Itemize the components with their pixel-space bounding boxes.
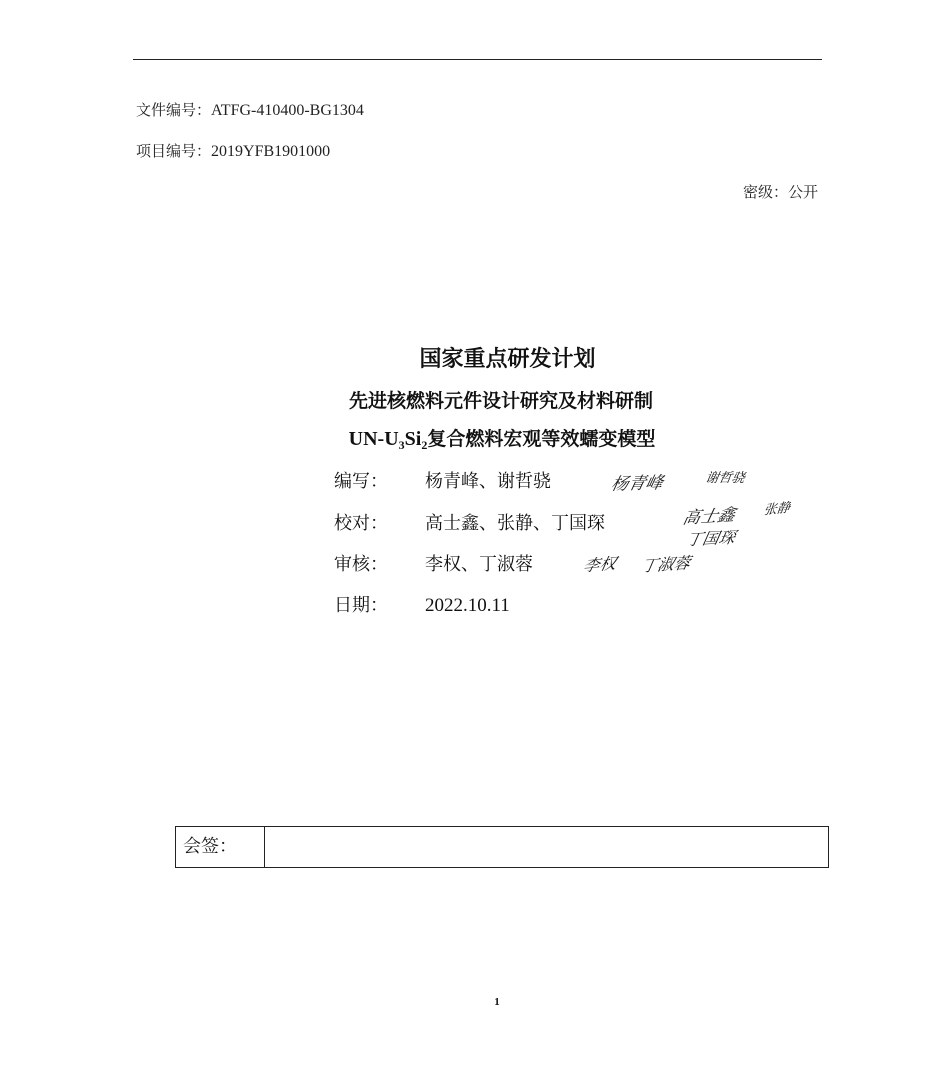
file-number-label: 文件编号： xyxy=(136,101,212,119)
project-title: 先进核燃料元件设计研究及材料研制 xyxy=(348,390,653,412)
report-title-formula: $UN-U_3Si_2$ xyxy=(348,428,428,452)
signature: 高士鑫 xyxy=(680,505,738,529)
program-title: 国家重点研发计划 xyxy=(419,347,596,372)
project-number xyxy=(136,140,330,161)
secrecy-value: 公开 xyxy=(787,183,818,201)
secrecy-level xyxy=(743,181,818,202)
date-label: 日期： xyxy=(334,595,388,616)
author-label: 编写： xyxy=(334,471,388,492)
reviewer-value: 李权、丁淑蓉 xyxy=(425,554,533,575)
project-number-label: 项目编号： xyxy=(136,142,212,160)
report-title-text: 复合燃料宏观等效蠕变模型 xyxy=(427,428,656,450)
date-row xyxy=(334,591,510,617)
author-value: 杨青峰、谢哲骁 xyxy=(425,471,551,492)
signature: 丁国琛 xyxy=(684,527,737,550)
cosign-label: 会签： xyxy=(176,827,265,867)
secrecy-label: 密级： xyxy=(742,183,788,201)
report-title xyxy=(0,424,940,453)
file-number-value: ATFG-410400-BG1304 xyxy=(211,102,364,119)
proofreader-value: 高士鑫、张静、丁国琛 xyxy=(425,513,605,534)
author-row xyxy=(334,467,551,493)
proofreader-label: 校对： xyxy=(334,513,388,534)
date-value: 2022.10.11 xyxy=(425,595,510,616)
signature: 张静 xyxy=(762,500,791,519)
cosign-table xyxy=(175,826,829,868)
file-number xyxy=(136,99,364,120)
signature: 谢哲骁 xyxy=(704,471,746,486)
header-rule xyxy=(133,59,822,60)
proofreader-row xyxy=(334,509,605,535)
project-number-value: 2019YFB1901000 xyxy=(211,143,331,160)
page-number: 1 xyxy=(494,996,500,1008)
signature: 李权 xyxy=(581,553,619,576)
signature: 杨青峰 xyxy=(609,473,665,495)
signature: 丁淑蓉 xyxy=(639,553,692,576)
reviewer-label: 审核： xyxy=(334,554,388,575)
reviewer-row xyxy=(334,550,533,576)
